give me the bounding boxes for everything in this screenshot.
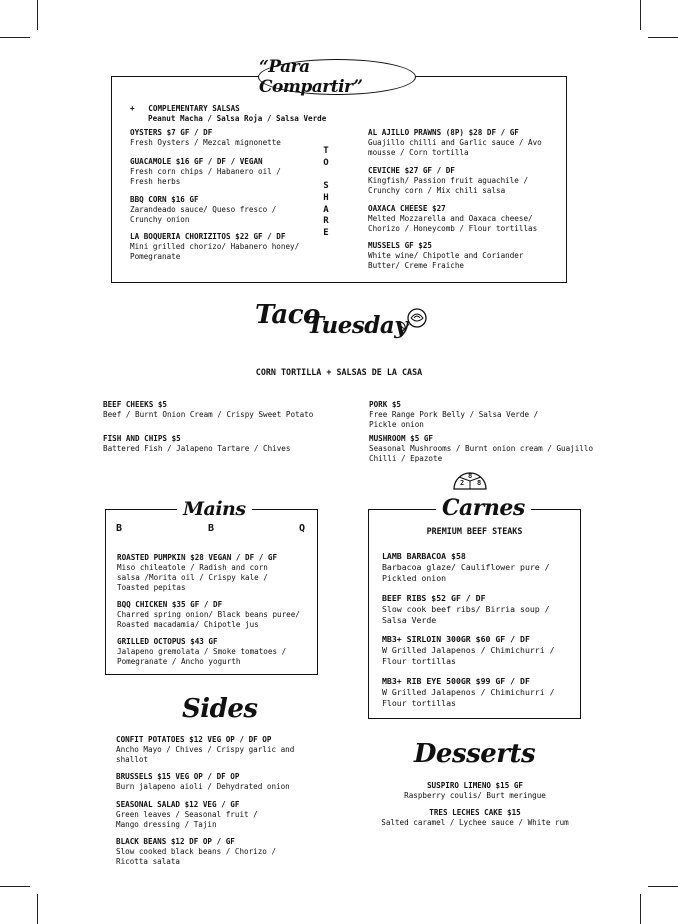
item-name: BEEF CHEEKS $5 [103,400,168,409]
item-name: GRILLED OCTOPUS $43 GF [117,637,218,646]
badge-digit: 2 [460,479,465,487]
menu-item [368,241,548,271]
item-desc: Guajillo chilli and Garlic sauce / Avo mousse / Corn tortilla [368,138,542,157]
menu-item [369,400,554,430]
menu-item [117,600,312,630]
menu-item [117,637,307,667]
item-name: BBQ CORN $16 GF [130,195,199,204]
item-desc: Melted Mozzarella and Oaxaca cheese/ Chorizo / Honeycomb / Flour tortillas [368,214,538,233]
menu-item [360,781,590,801]
item-name: SEASONAL SALAD $12 VEG / GF [116,800,240,809]
mains-title: Mains [177,498,252,520]
vertical-letter: A [323,204,329,215]
menu-item [382,593,577,626]
crop-mark [640,894,641,924]
item-desc: White wine/ Chipotle and Coriander Butter/ Creme Fraiche [368,251,524,270]
item-name: BQQ CHICKEN $35 GF / DF [117,600,223,609]
item-desc: Free Range Pork Belly / Salsa Verde / Pickle onion [369,410,539,429]
item-name: TRES LECHES CAKE $15 [429,808,521,817]
bbq-letter: B [116,523,123,534]
item-desc: Barbacoa glaze/ Cauliflower pure / Pickled onion [382,562,550,583]
menu-item [116,735,296,765]
item-name: BRUSSELS $15 VEG OP / DF OP [116,772,240,781]
crop-mark [37,894,38,924]
vertical-letter: S [323,181,329,192]
item-name: OAXACA CHEESE $27 [368,204,446,213]
item-desc: Beef / Burnt Onion Cream / Crispy Sweet Potato [103,410,314,419]
item-name: MB3+ RIB EYE 500GR $99 GF / DF [382,676,530,686]
item-desc: Salted caramel / Lychee sauce / White rum [381,818,569,827]
item-desc: W Grilled Jalapenos / Chimichurri / Flour tortillas [382,687,555,708]
desserts-title: Desserts [413,739,536,769]
item-desc: Zarandeado sauce/ Queso fresco / Crunchy onion [130,205,277,224]
menu-item [382,551,577,584]
item-desc: Slow cook beef ribs/ Birria soup / Salsa Verde [382,604,550,625]
carnes-title: Carnes [436,497,531,519]
item-desc: Charred spring onion/ Black beans puree/ Roasted macadamia/ Chipotle jus [117,610,300,629]
vertical-letter: T [323,146,329,156]
menu-item [103,400,343,420]
item-name: BEEF RIBS $52 GF / DF [382,593,486,603]
para-compartir-title-text: “Para Compartir” [259,57,363,97]
item-name: MUSHROOM $5 GF [369,434,434,443]
menu-item [117,553,292,592]
menu-item [368,204,558,234]
menu-item [103,434,343,454]
item-name: PORK $5 [369,400,402,409]
menu-item [368,128,548,158]
item-desc: Green leaves / Seasonal fruit / Mango dressing / Tajin [116,810,258,829]
menu-item [368,166,553,196]
item-name: CEVICHE $27 GF / DF [368,166,455,175]
item-name: LAMB BARBACOA $58 [382,551,466,561]
carnes-subtitle: PREMIUM BEEF STEAKS [426,526,523,536]
menu-item [369,434,619,464]
item-desc: Jalapeno gremolata / Smoke tomatoes / Pomegranate / Ancho yogurth [117,647,287,666]
menu-item [360,808,590,828]
vertical-letter: E [323,227,329,238]
item-desc: Ancho Mayo / Chives / Crispy garlic and shallot [116,745,295,764]
item-name: MB3+ SIRLOIN 300GR $60 GF / DF [382,634,530,644]
item-name: AL AJILLO PRAWNS (8P) $28 DF / GF [368,128,519,137]
item-desc: W Grilled Jalapenos / Chimichurri / Flour tortillas [382,645,555,666]
item-name: OYSTERS $7 GF / DF [130,128,213,137]
salsas-block [130,104,326,124]
crop-mark [0,37,30,38]
item-desc: Fresh Oysters / Mezcal mignonette [130,138,281,147]
badge-digit: 8 [468,472,473,480]
item-name: CONFIT POTATOES $12 VEG OP / DF OP [116,735,272,744]
item-name: BLACK BEANS $12 DF OP / GF [116,837,235,846]
item-name: SUSPIRO LIMENO $15 GF [426,781,523,790]
menu-item [130,195,300,225]
vertical-gap [321,169,331,181]
menu-item [130,128,310,148]
vertical-letter: H [323,192,329,203]
item-desc: Mini grilled chorizo/ Habanero honey/ Pomegranate [130,242,300,261]
taco-tuesday-subtitle: CORN TORTILLA + SALSAS DE LA CASA [255,367,423,377]
para-compartir-title [258,59,416,95]
taco-tuesday-logo [255,300,445,350]
item-name: LA BOQUERIA CHORIZITOS $22 GF / DF [130,232,286,241]
badge-digit: 8 [477,479,482,487]
to-share-vertical [321,146,331,240]
crop-mark [648,37,678,38]
item-desc: Kingfish/ Passion fruit aguachile / Crunchy corn / Mix chili salsa [368,176,529,195]
salsas-list: Peanut Macha / Salsa Roja / Salsa Verde [148,114,327,123]
sides-title: Sides [182,694,258,724]
taco-word: Taco [255,300,320,330]
tuesday-word: Tuesday [307,312,408,339]
bbq-letter: Q [299,523,306,534]
menu-item [130,232,305,262]
item-desc: Raspberry coulis/ Burt meringue [404,791,546,800]
vertical-letter: R [323,216,329,227]
item-name: ROASTED PUMPKIN $28 VEGAN / DF / GF [117,553,278,562]
item-desc: Battered Fish / Jalapeno Tartare / Chives [103,444,291,453]
item-desc: Seasonal Mushrooms / Burnt onion cream / Guajillo Chilli / Epazote [369,444,594,463]
item-desc: Slow cooked black beans / Chorizo / Ricotta salata [116,847,277,866]
crop-mark [37,0,38,30]
crop-mark [0,886,30,887]
salsas-plus: + [130,104,135,113]
menu-item [382,634,577,667]
rose-icon [397,306,431,336]
vertical-letter: O [323,157,329,168]
crop-mark [648,886,678,887]
menu-item [130,157,305,187]
item-desc: Fresh corn chips / Habanero oil / Fresh herbs [130,167,281,186]
item-desc: Burn jalapeno aioli / Dehydrated onion [116,782,290,791]
menu-item [116,837,296,867]
item-name: GUACAMOLE $16 GF / DF / VEGAN [130,157,263,166]
menu-item [116,800,281,830]
item-name: FISH AND CHIPS $5 [103,434,181,443]
item-name: MUSSELS GF $25 [368,241,433,250]
menu-item [382,676,577,709]
item-desc: Miso chileatole / Radish and corn salsa /Morita oil / Crispy kale / Toasted pepitas [117,563,268,592]
salsas-title: COMPLEMENTARY SALSAS [148,104,240,113]
bbq-letter: B [208,523,215,534]
crop-mark [640,0,641,30]
menu-item [116,772,316,792]
